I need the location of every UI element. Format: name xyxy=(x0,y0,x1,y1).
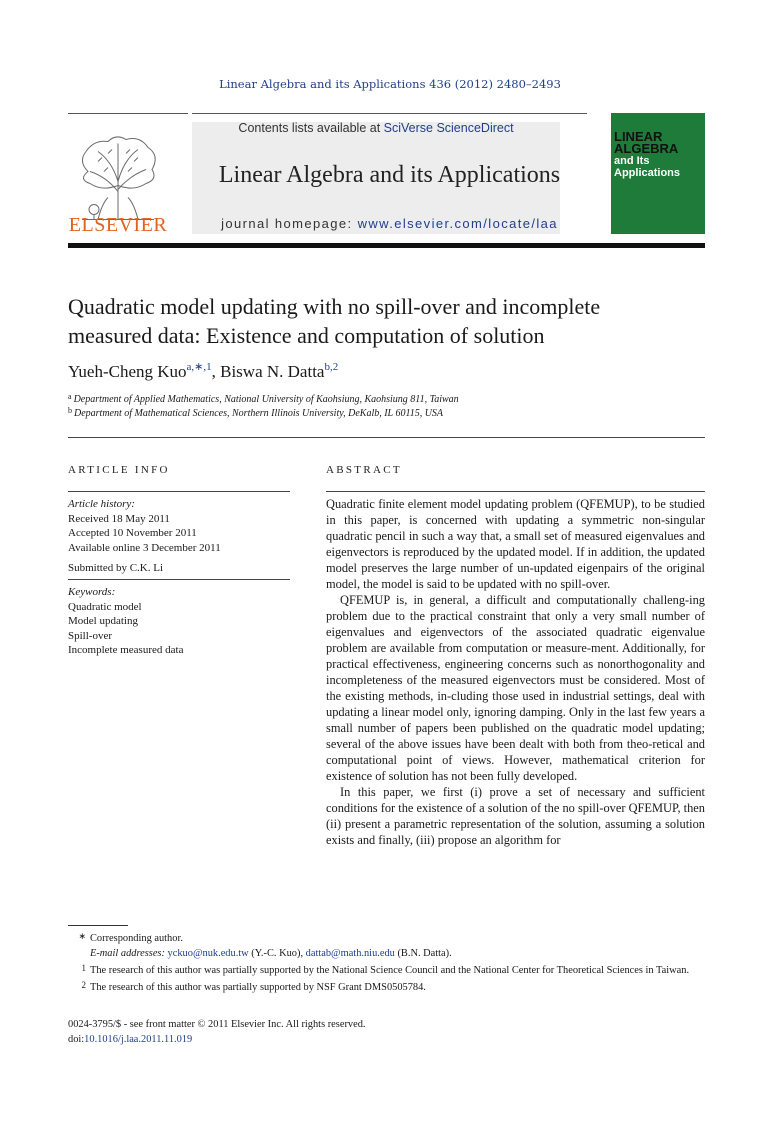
doi-label: doi: xyxy=(68,1034,85,1045)
email-1-owner: (Y.-C. Kuo), xyxy=(248,948,306,959)
abstract-heading: ABSTRACT xyxy=(326,464,402,476)
title-line-1: Quadratic model updating with no spill-over and incomplete xyxy=(68,294,601,319)
author-separator: , xyxy=(211,362,221,381)
author-1-marks[interactable]: a,∗,1 xyxy=(186,361,212,373)
email-label: E-mail addresses: xyxy=(90,948,168,959)
footnote-1 xyxy=(68,961,705,978)
abstract-paragraph-1: Quadratic finite element model updating problem (QFEMUP), to be studied in this paper, is concerned with updating a symmetric non-singular quadratic pencil in such a way that, a small set of measured eigenvalues and eigenvectors is reproduced by the updated model. If in addition, the updated model preserves the large number of un-updated eigenpairs of the original model, the model is said to be updated with no spill-over. xyxy=(326,497,705,591)
online-date: Available online 3 December 2011 xyxy=(68,541,221,554)
footnote-corresponding xyxy=(68,929,705,946)
info-rule-1 xyxy=(68,491,290,492)
elsevier-wordmark: ELSEVIER xyxy=(68,214,168,236)
author-2: Biswa N. Datta xyxy=(220,362,325,381)
article-history xyxy=(68,497,290,576)
author-1: Yueh-Cheng Kuo xyxy=(68,362,187,381)
section-rule xyxy=(68,437,705,438)
abstract-body xyxy=(326,496,705,848)
affiliation-a-text: Department of Applied Mathematics, National University of Kaohsiung, Kaohsiung 811, Taiwan xyxy=(73,394,459,405)
journal-title: Linear Algebra and its Applications xyxy=(218,162,561,188)
footnote-star-text: Corresponding author. xyxy=(90,933,183,944)
keywords xyxy=(68,585,290,658)
header-thick-rule xyxy=(68,243,705,248)
history-label: Article history: xyxy=(68,498,135,510)
article-info-heading: ARTICLE INFO xyxy=(68,464,170,476)
footnote-rule xyxy=(68,925,128,926)
keyword-item: Quadratic model xyxy=(68,600,142,613)
doi-line xyxy=(68,1032,366,1047)
homepage-link[interactable]: www.elsevier.com/locate/laa xyxy=(357,216,558,231)
title-line-2: measured data: Existence and computation of solution xyxy=(68,323,545,348)
paper-title xyxy=(68,292,718,350)
cover-line-3: and Its xyxy=(614,155,650,167)
homepage-prefix: journal homepage: xyxy=(221,216,358,231)
abstract-rule xyxy=(326,491,705,492)
author-list xyxy=(68,360,338,382)
footnote-star-mark: ∗ xyxy=(78,931,86,941)
affiliation-a xyxy=(68,392,459,405)
email-2-owner: (B.N. Datta). xyxy=(394,948,452,959)
journal-cover-title xyxy=(614,131,704,179)
contents-prefix: Contents lists available at xyxy=(238,121,384,135)
affiliation-a-mark: a xyxy=(68,392,72,401)
doi-link[interactable]: 10.1016/j.laa.2011.11.019 xyxy=(84,1034,193,1045)
cover-line-4: Applications xyxy=(614,167,681,179)
contents-line xyxy=(192,121,560,135)
header-rule-left xyxy=(68,113,188,114)
header-rule xyxy=(192,113,587,114)
footnote-1-mark: 1 xyxy=(81,963,86,973)
footnote-1-text: The research of this author was partially supported by the National Science Council and the National Center for Theoretical Sciences in Taiwan. xyxy=(90,965,690,976)
submitted-by: Submitted by C.K. Li xyxy=(68,562,164,574)
cover-line-2: ALGEBRA xyxy=(614,141,679,156)
copyright-line: 0024-3795/$ - see front matter © 2011 Elsevier Inc. All rights reserved. xyxy=(68,1019,366,1030)
copyright-block xyxy=(68,1017,366,1047)
cover-line-1: LINEAR xyxy=(614,129,663,144)
keyword-item: Spill-over xyxy=(68,629,112,642)
email-link-1[interactable]: yckuo@nuk.edu.tw xyxy=(167,948,249,959)
accepted-date: Accepted 10 November 2011 xyxy=(68,527,197,539)
journal-citation[interactable]: Linear Algebra and its Applications 436 (2012) 2480–2493 xyxy=(219,77,561,91)
affiliation-b xyxy=(68,406,443,419)
author-2-marks[interactable]: b,2 xyxy=(324,361,339,373)
abstract-paragraph-3: In this paper, we first (i) prove a set of necessary and sufficient conditions for the existence of a solution of the no spill-over QFEMUP, then (ii) present a parametric representation of the solution, assuming a solution exists and finally, (iii) propose an algorithm for xyxy=(326,785,705,847)
footnote-2-text: The research of this author was partially supported by NSF Grant DMS0505784. xyxy=(90,982,426,993)
footnote-emails xyxy=(68,946,705,961)
affiliation-b-text: Department of Mathematical Sciences, Northern Illinois University, DeKalb, IL 60115, USA xyxy=(74,408,444,419)
footnote-2-mark: 2 xyxy=(81,980,86,990)
journal-homepage xyxy=(192,216,587,231)
abstract-paragraph-2: QFEMUP is, in general, a difficult and computationally challeng-ing problem due to the practical constraint that only a very small number of eigenvalues and eigenvectors of the associated quadratic eigenvalue problem are available from computation or measure-ment. Additionally, for practical effectiveness, engineering concerns such as nonorthogonality and incompleteness of the measured eigenvectors must be considered. Most of the existing methods, in-cluding those used in industrial settings, deal with updating a linear model only, ignoring damping. Only in the last few years a small number of papers been published on the quadratic model updating; several of the above issues have been dealt with both from theo-retical and computational point of views. However, mathematical criterion for existence of solution has not been fully developed. xyxy=(326,593,705,783)
email-link-2[interactable]: dattab@math.niu.edu xyxy=(305,948,395,959)
info-rule-2 xyxy=(68,579,290,580)
keyword-item: Model updating xyxy=(68,615,138,627)
keyword-item: Incomplete measured data xyxy=(68,644,184,656)
footnotes xyxy=(68,929,705,995)
keywords-label: Keywords: xyxy=(68,586,116,598)
footnote-2 xyxy=(68,978,705,995)
affiliation-b-mark: b xyxy=(68,406,72,415)
sciencedirect-link[interactable]: SciVerse ScienceDirect xyxy=(383,121,514,135)
received-date: Received 18 May 2011 xyxy=(68,512,170,525)
